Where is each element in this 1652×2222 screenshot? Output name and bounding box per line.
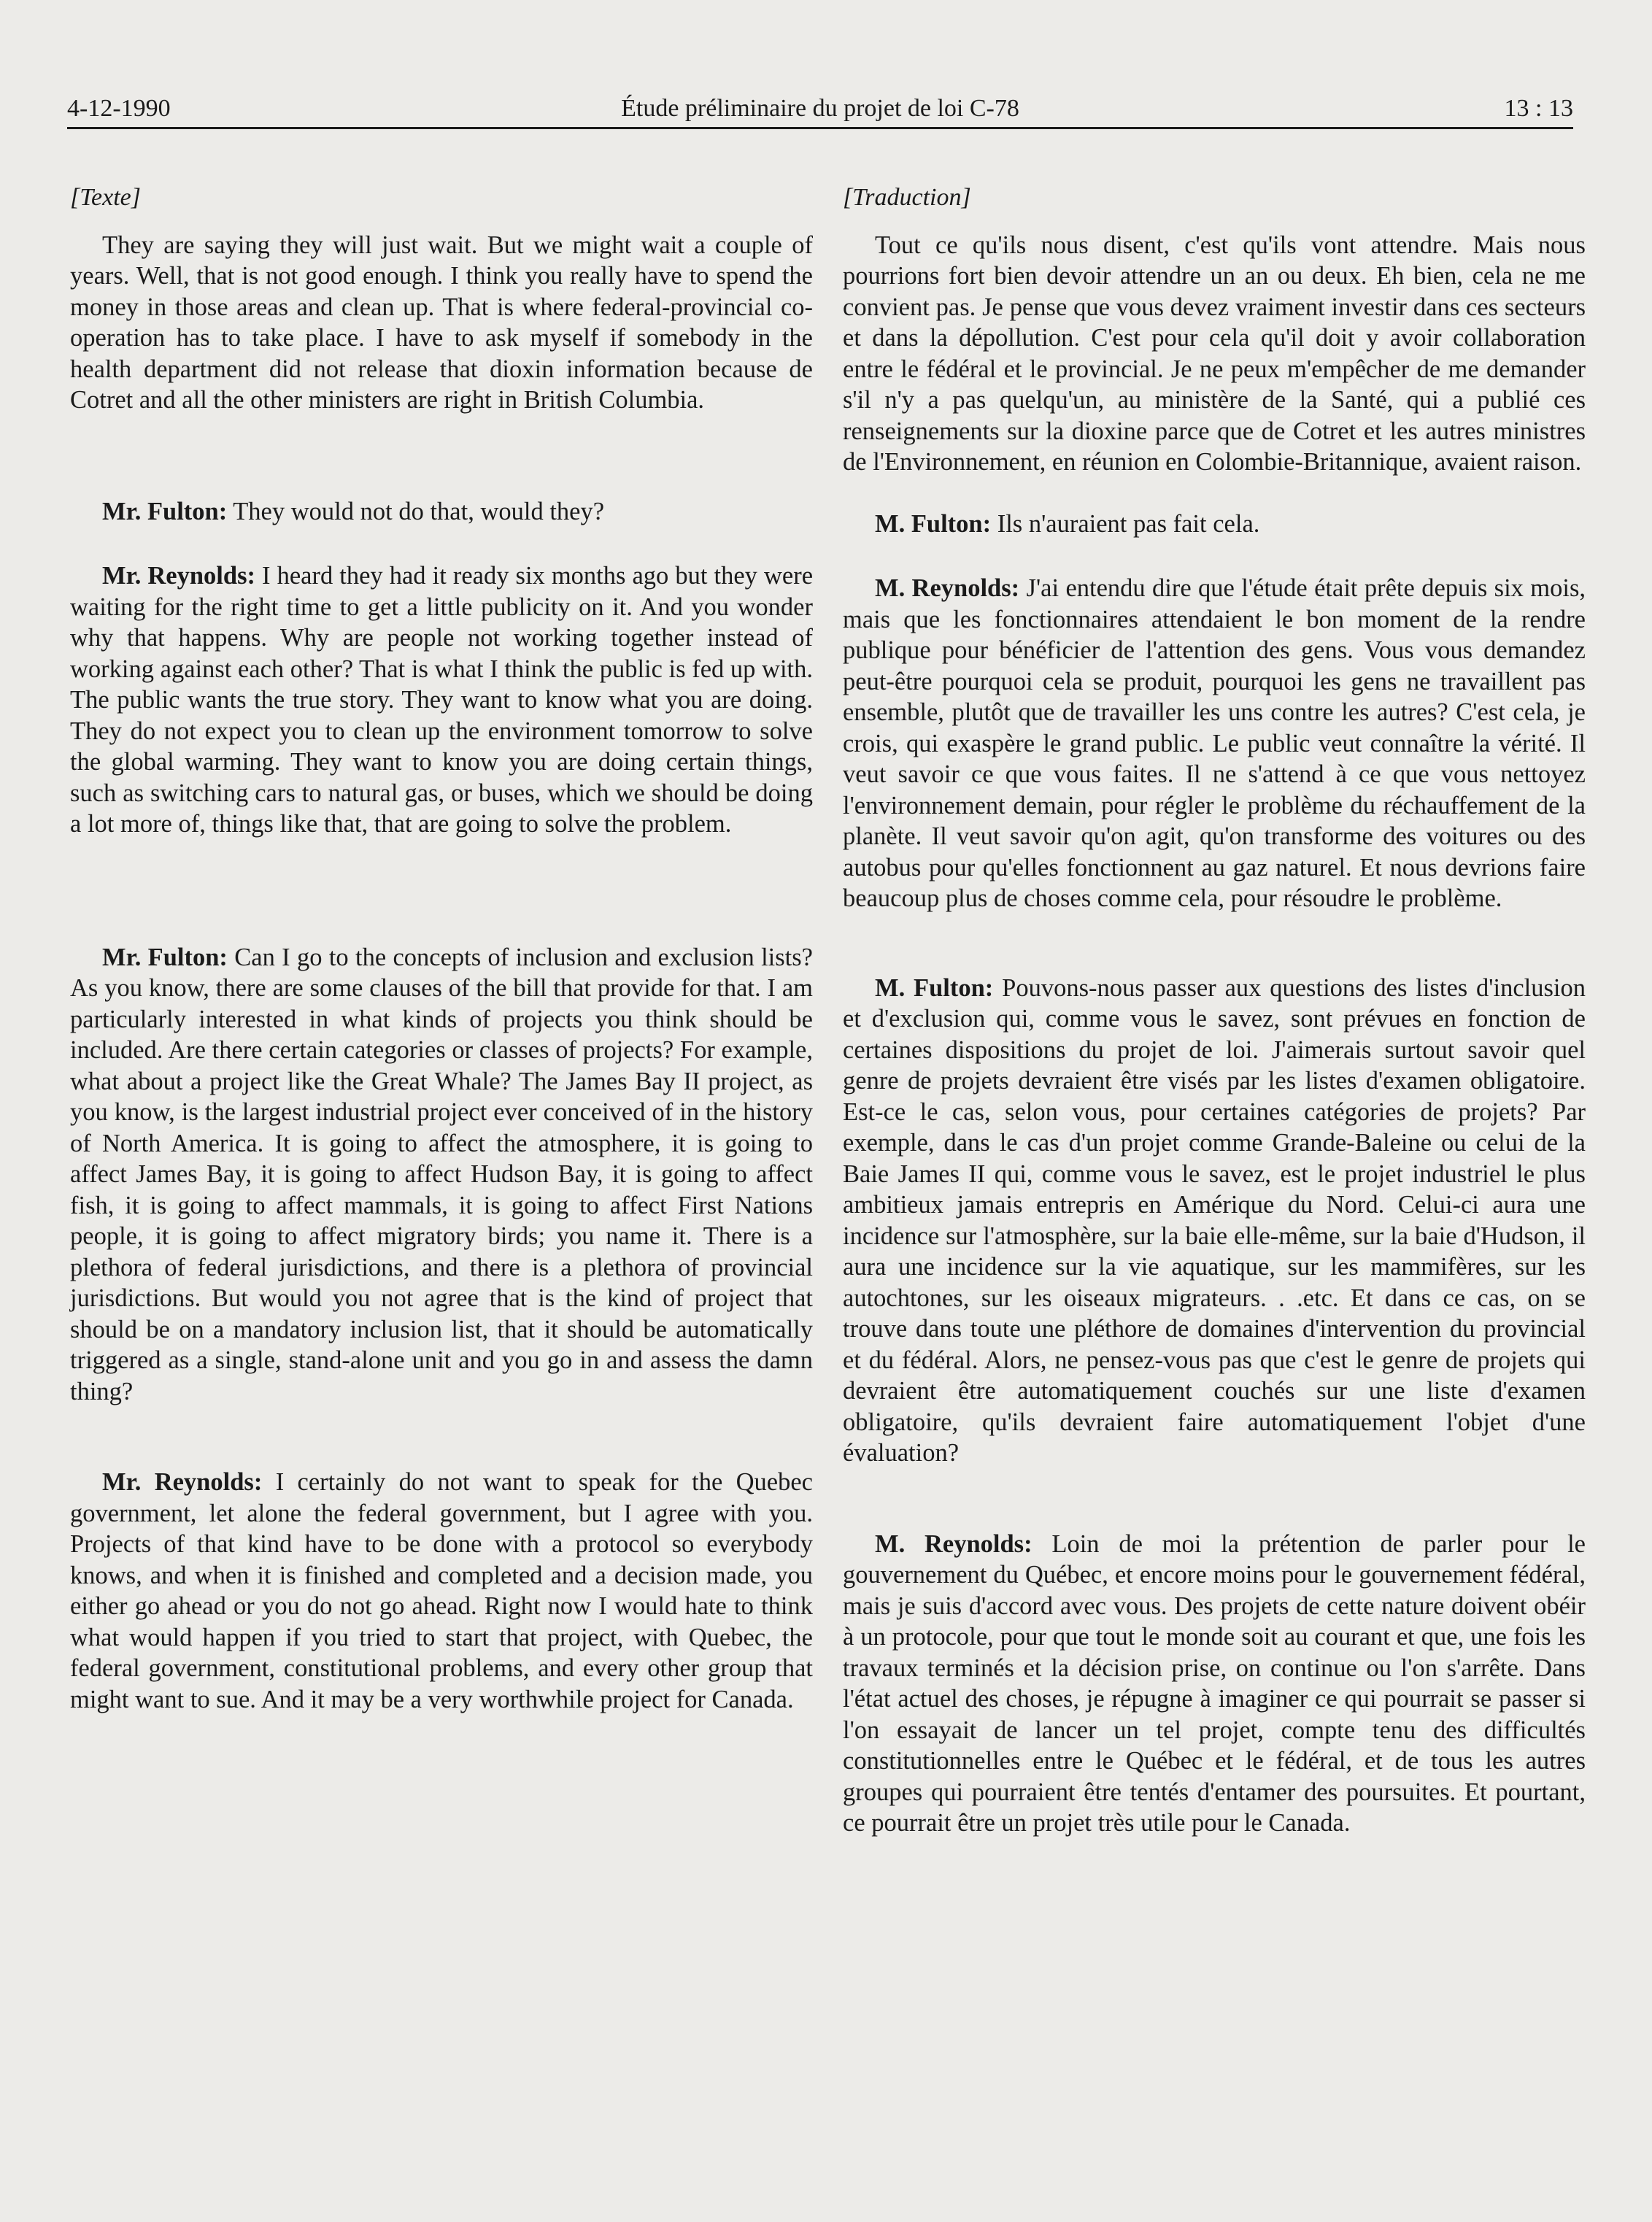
- paragraph-text: Pouvons-nous passer aux questions des listes d'inclusion et d'exclusion qui, comme vous le savez, sont prévues en fonction de certaines dispositions du projet de loi. J'aimerais surtout savoir quel genre de projets devraient être visés par les listes d'examen obligatoire. Est-ce le cas, selon vous, pour certaines catégories de projets? Par exemple, dans le cas d'un projet comme Grande-Baleine ou celui de la Baie James II qui, comme vous le savez, est le projet industriel le plus ambitieux jamais entrepris en Amérique du Nord. Celui-ci aura une incidence sur l'atmosphère, sur la baie elle-même, sur la baie d'Hudson, il aura une incidence sur la vie aquatique, sur les mammifères, sur les autochtones, sur les oiseaux migrateurs. . .etc. Et dans ce cas, on se trouve dans toute une pléthore de domaines d'intervention du provincial et du fédéral. Alors, ne pensez-vous pas que c'est le genre de projets qui devraient être automatiquement couchés sur une liste d'examen obligatoire, qu'ils devraient faire automatiquement l'objet d'une évaluation?: [843, 973, 1586, 1467]
- speaker-name: Mr. Reynolds:: [102, 562, 255, 590]
- column-label-traduction: [Traduction]: [843, 184, 971, 211]
- paragraph-text: Loin de moi la prétention de parler pour le gouvernement du Québec, et encore moins pour le gouvernement fédéral, mais je suis d'accord avec vous. Des projets de cette nature doivent obéir à un protocole, pour que tout le monde soit au courant et que, une fois les travaux terminés et la décision prise, on continue ou l'on s'arrête. Dans l'état actuel des choses, je répugne à imaginer ce qui pourrait se passer si l'on essayait de lancer un tel projet, compte tenu des difficultés constitutionnelles entre le Québec et le fédéral, et de tous les autres groupes qui pourraient être tentés d'entamer des poursuites. Et pourtant, ce pourrait être un projet très utile pour le Canada.: [843, 1529, 1586, 1837]
- paragraph: [70, 942, 813, 1408]
- paragraph: [843, 1529, 1586, 1839]
- paragraph: [843, 973, 1586, 1469]
- paragraph: [843, 509, 1586, 540]
- english-column: [70, 182, 813, 1715]
- label-text: Texte: [80, 184, 131, 211]
- paragraph-text: Tout ce qu'ils nous disent, c'est qu'ils vont attendre. Mais nous pourrions fort bien devoir attendre un an ou deux. Eh bien, cela ne me convient pas. Je pense que vous devez vraiment investir dans ces secteurs et dans la dépollution. C'est pour cela qu'il doit y avoir collaboration entre le fédéral et le provincial. Je ne peux m'empêcher de me demander s'il n'y a pas quelqu'un, au ministère de la Santé, qui a publié ces renseignements sur la dioxine parce que de Cotret et les autres ministres de l'Environnement, en réunion en Colombie-Britannique, avaient raison.: [843, 231, 1586, 476]
- speaker-name: Mr. Reynolds:: [102, 1468, 263, 1496]
- paragraph-text: They would not do that, would they?: [227, 497, 605, 525]
- paragraph-text: Can I go to the concepts of inclusion and exclusion lists? As you know, there are some clauses of the bill that provide for that. I am particularly interested in what kinds of projects you think should be included. Are there certain categories or classes of projects? For example, what about a project like the Great Whale? The James Bay II project, as you know, is the largest industrial project ever conceived of in the history of North America. It is going to affect the atmosphere, it is going to affect James Bay, it is going to affect Hudson Bay, it is going to affect fish, it is going to affect mammals, it is going to affect First Nations people, it is going to affect migratory birds; you name it. There is a plethora of federal jurisdictions, and there is a plethora of provincial jurisdictions. But would you not agree that is the kind of project that should be on a mandatory inclusion list, that it should be automatically triggered as a single, stand-alone unit and you go in and assess the damn thing?: [70, 943, 813, 1405]
- paragraph: [70, 1467, 813, 1715]
- paragraph-text: Ils n'auraient pas fait cela.: [991, 509, 1260, 538]
- french-column: [843, 182, 1586, 1839]
- paragraph: [843, 230, 1586, 478]
- speaker-name: M. Reynolds:: [875, 574, 1020, 602]
- speaker-name: Mr. Fulton:: [102, 943, 228, 971]
- header-title: Étude préliminaire du projet de loi C-78: [621, 95, 1019, 122]
- paragraph: [70, 230, 813, 416]
- paragraph-text: J'ai entendu dire que l'étude était prête depuis six mois, mais que les fonctionnaires attendaient le bon moment de la rendre publique pour bénéficier de l'attention des gens. Vous vous demandez peut-être pourquoi cela se produit, pourquoi les gens ne travaillent pas ensemble, plutôt que de travailler les uns contre les autres? C'est cela, je crois, qui exaspère le grand public. Le public veut connaître la vérité. Il veut savoir ce que vous faites. Il ne s'attend à ce que vous nettoyez l'environnement demain, pour régler le problème du réchauffement de la planète. Il veut savoir qu'on agit, qu'on transforme des voitures ou des autobus pour qu'elles fonctionnent au gaz naturel. Et nous devrions faire beaucoup plus de choses comme cela, pour résoudre le problème.: [843, 574, 1586, 912]
- header-page-number: 13 : 13: [1504, 95, 1573, 122]
- speaker-name: Mr. Fulton:: [102, 497, 228, 525]
- paragraph-text: I heard they had it ready six months ago but they were waiting for the right time to get a little publicity on it. And you wonder why that happens. Why are people not working together instead of working against each other? That is what I think the public is fed up with. The public wants the true story. They want to know what you are doing. They do not expect you to clean up the environment tomorrow to solve the global warming. They want to know you are doing certain things, such as switching cars to natural gas, or buses, which we should be doing a lot more of, things like that, that are going to solve the problem.: [70, 562, 814, 838]
- speaker-name: M. Fulton:: [875, 509, 992, 538]
- paragraph-text: I certainly do not want to speak for the Quebec government, let alone the federal government, but I agree with you. Projects of that kind have to be done with a protocol so everybody knows, and when it is finished and completed and a decision made, you either go ahead or you do not go ahead. Right now I would hate to think what would happen if you tried to start that project, with Quebec, the federal government, constitutional problems, and every other group that might want to sue. And it may be a very worthwhile project for Canada.: [70, 1468, 813, 1713]
- page-header: [67, 86, 1573, 129]
- paragraph: [843, 573, 1586, 914]
- speaker-name: M. Reynolds:: [875, 1529, 1032, 1558]
- paragraph: [70, 496, 813, 528]
- paragraph: [70, 560, 813, 840]
- header-date: 4-12-1990: [67, 95, 171, 122]
- speaker-name: M. Fulton:: [875, 973, 994, 1002]
- paragraph-text: They are saying they will just wait. But we might wait a couple of years. Well, that is not good enough. I think you really have to spend the money in those areas and clean up. That is where federal-provincial co-operation has to take place. I have to ask myself if somebody in the health department did not release that dioxin information because de Cotret and all the other ministers are right in British Columbia.: [70, 231, 813, 414]
- column-label-texte: [Texte]: [70, 184, 141, 211]
- label-text: Traduction: [852, 184, 962, 211]
